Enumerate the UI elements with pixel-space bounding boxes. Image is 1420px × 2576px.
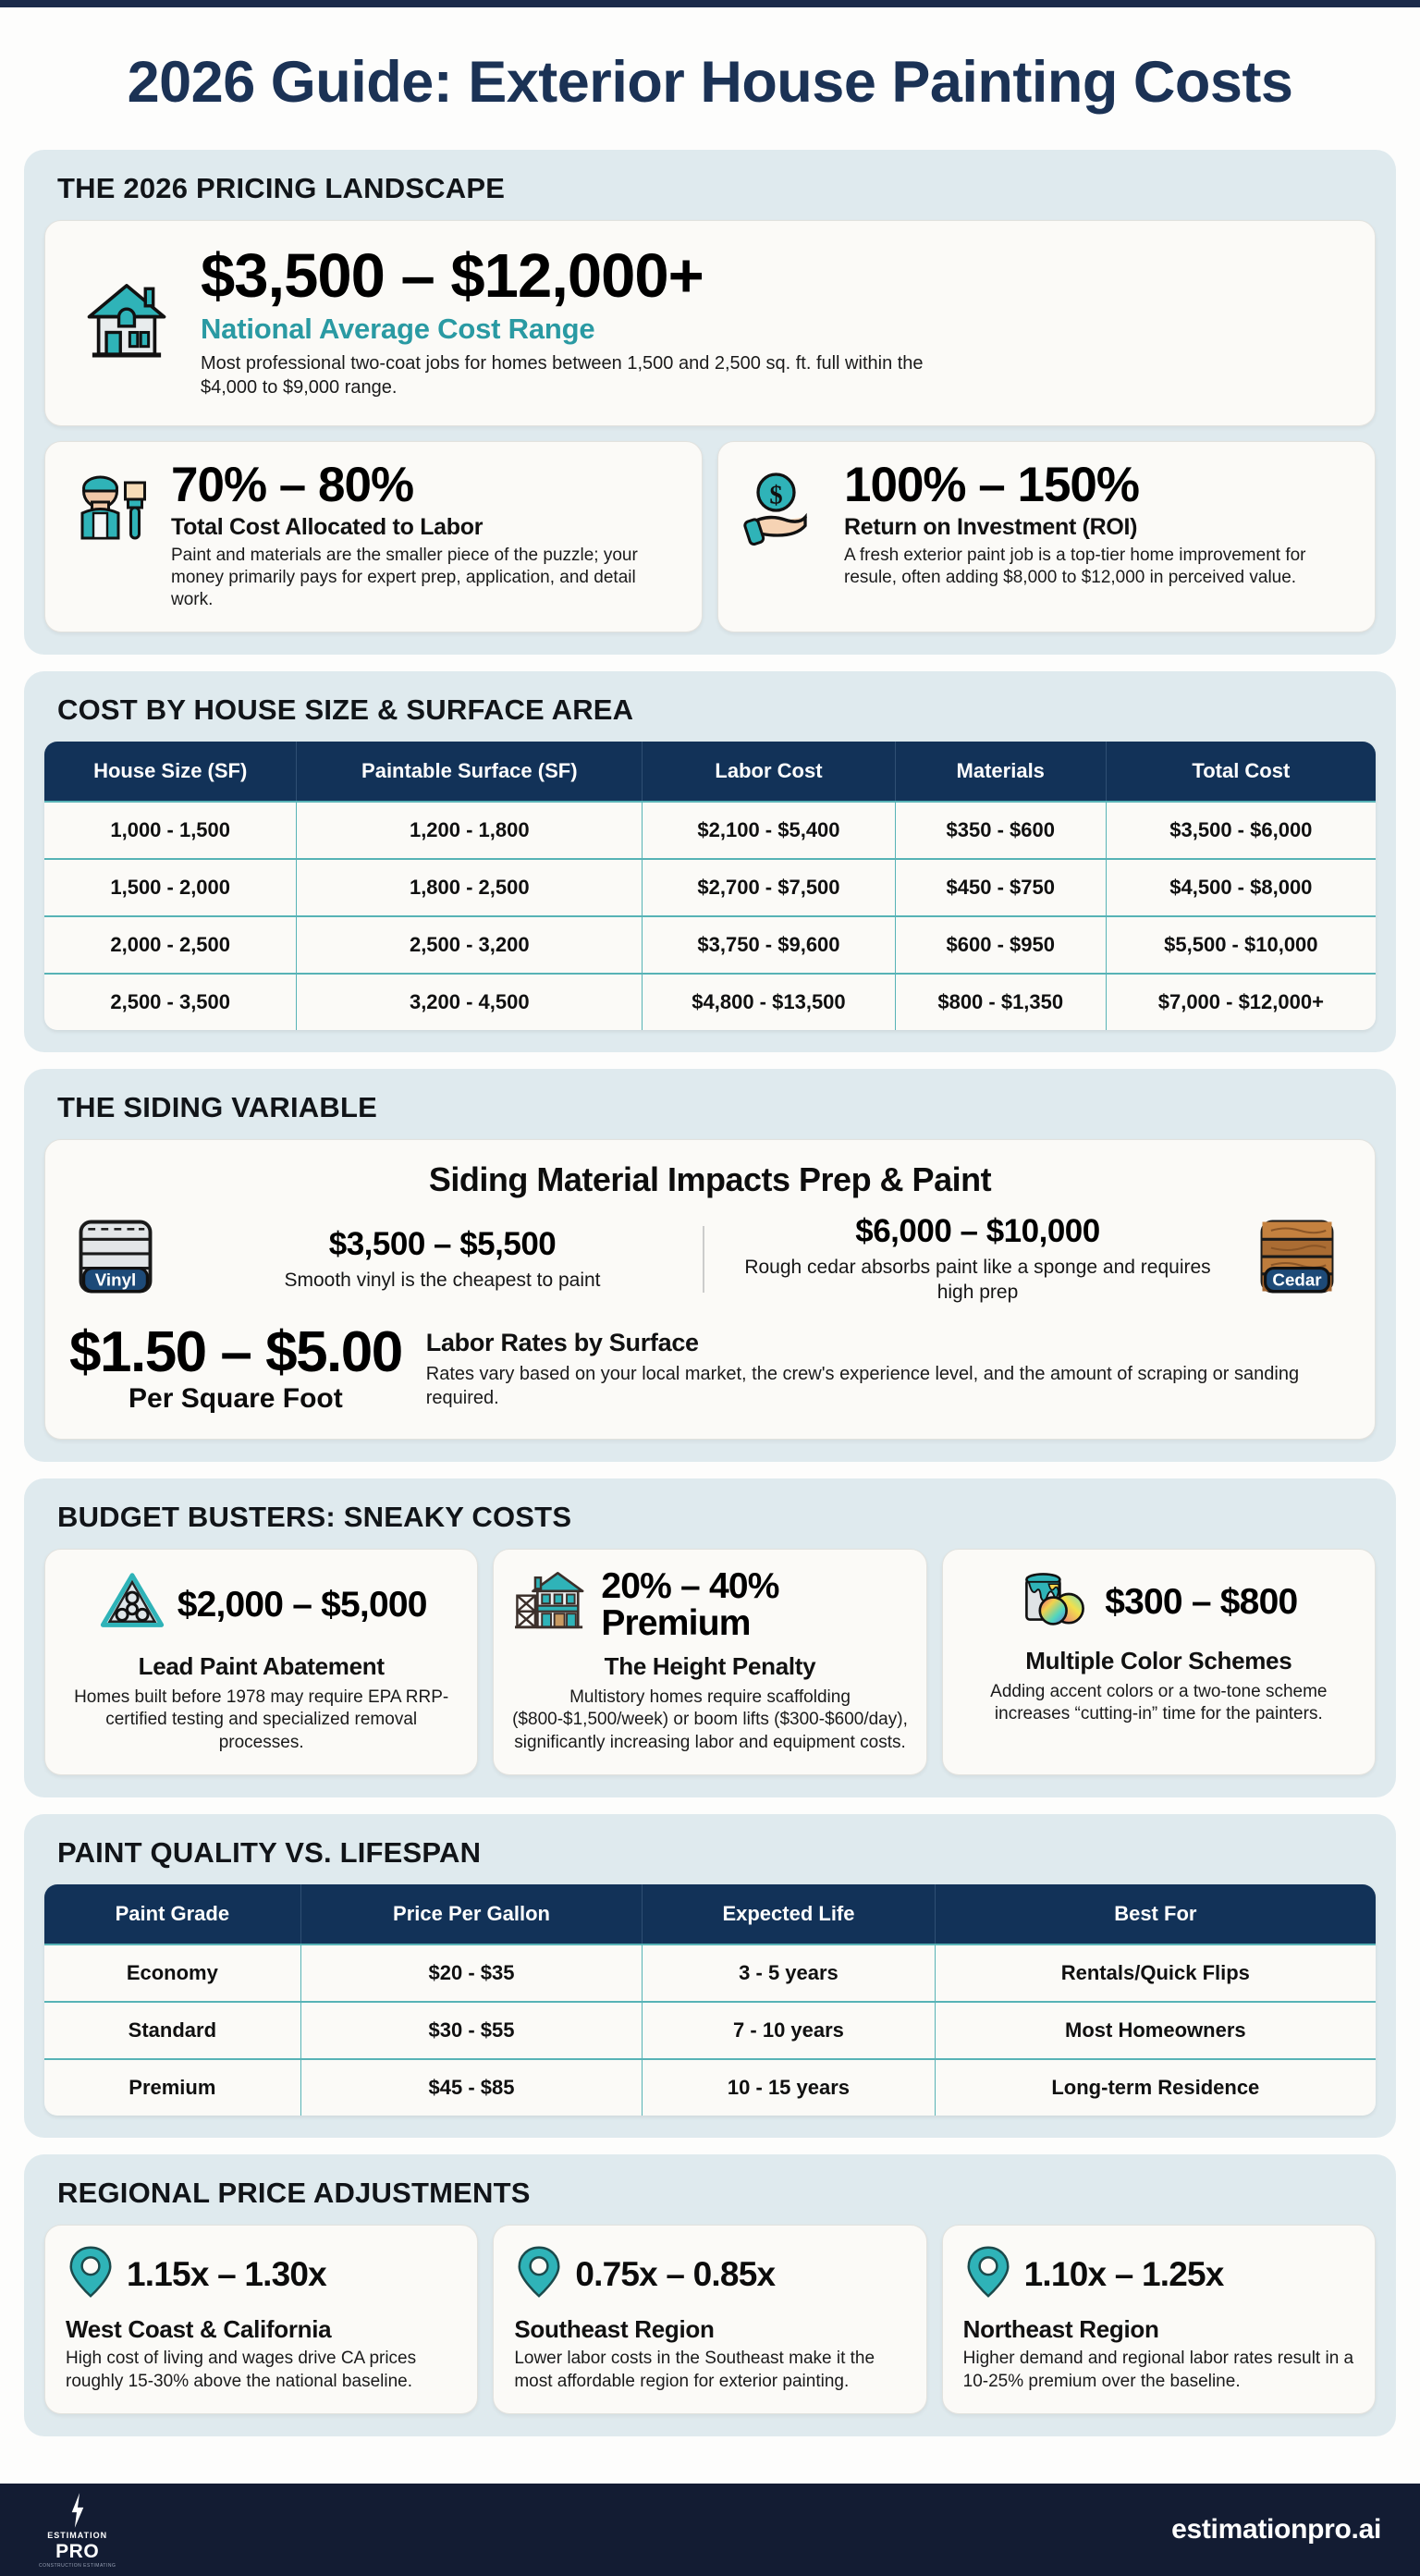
footer-bar: [0, 2484, 1420, 2576]
regional-card-west-coast: [44, 2225, 478, 2414]
table-cell: 1,200 - 1,800: [297, 801, 643, 858]
section-title-budget-busters: BUDGET BUSTERS: SNEAKY COSTS: [57, 1501, 572, 1534]
siding-vinyl-column: [182, 1226, 704, 1293]
table-row: [44, 2058, 1376, 2116]
table-row: [44, 973, 1376, 1030]
table-row: [44, 1944, 1376, 2001]
table-cell: $3,750 - $9,600: [643, 915, 896, 973]
regional-multiplier: 1.15x – 1.30x: [127, 2254, 326, 2293]
regional-card-southeast: [493, 2225, 926, 2414]
rate-title: Labor Rates by Surface: [425, 1329, 699, 1357]
siding-vinyl-price: $3,500 – $5,500: [328, 1225, 557, 1262]
budget-title: Multiple Color Schemes: [1025, 1647, 1292, 1675]
section-title-cost-by-size: COST BY HOUSE SIZE & SURFACE AREA: [57, 693, 634, 727]
stat-card-row: [44, 441, 1376, 632]
regional-title: West Coast & California: [66, 2315, 332, 2344]
top-rule: [0, 0, 1420, 7]
siding-headline: Siding Material Impacts Prep & Paint: [428, 1160, 992, 1199]
svg-text:$: $: [769, 481, 783, 510]
map-pin-icon: [514, 2244, 564, 2304]
regional-description: Higher demand and regional labor rates result in a 10-25% premium over the baseline.: [962, 2349, 1354, 2391]
column-header: Price Per Gallon: [301, 1884, 643, 1944]
siding-card: [44, 1139, 1376, 1440]
budget-card-height-penalty: [493, 1549, 926, 1775]
section-title-pricing: THE 2026 PRICING LANDSCAPE: [57, 172, 506, 205]
table-cell: $45 - $85: [301, 2058, 643, 2116]
map-pin-icon: [66, 2244, 116, 2304]
cost-by-size-table: [44, 742, 1376, 1030]
hero-label: National Average Cost Range: [201, 313, 595, 346]
table-cell: 3,200 - 4,500: [297, 973, 643, 1030]
table-cell: $800 - $1,350: [896, 973, 1107, 1030]
section-title-siding: THE SIDING VARIABLE: [57, 1091, 377, 1124]
vinyl-badge-text: Vinyl: [94, 1270, 137, 1290]
section-pricing-landscape: [24, 150, 1396, 655]
cedar-badge-text: Cedar: [1272, 1270, 1322, 1290]
table-cell: 10 - 15 years: [643, 2058, 935, 2116]
budget-description: Adding accent colors or a two-tone scheme increases “cutting-in” time for the painters.: [990, 1682, 1328, 1724]
brand-top-text: ESTIMATION: [47, 2531, 108, 2540]
stat-amount: 100% – 150%: [844, 458, 1140, 513]
budget-card-row: [44, 1549, 1376, 1775]
column-header: Paintable Surface (SF): [297, 742, 643, 801]
biohazard-warning-icon: [96, 1566, 168, 1643]
regional-multiplier: 0.75x – 0.85x: [575, 2254, 776, 2293]
regional-multiplier: 1.10x – 1.25x: [1023, 2254, 1224, 2293]
table-cell: $7,000 - $12,000+: [1107, 973, 1376, 1030]
stat-card-roi: [717, 441, 1376, 632]
table-header-row: [44, 742, 1376, 801]
budget-amount: 20% – 40% Premium: [601, 1565, 779, 1643]
table-cell: $4,800 - $13,500: [643, 973, 896, 1030]
table-row: [44, 2001, 1376, 2058]
table-cell: Standard: [44, 2001, 301, 2058]
table-row: [44, 858, 1376, 915]
budget-title: The Height Penalty: [604, 1652, 816, 1681]
column-header: Materials: [896, 742, 1107, 801]
lightning-bolt-icon: [65, 2491, 91, 2530]
table-cell: $30 - $55: [301, 2001, 643, 2058]
table-cell: $2,100 - $5,400: [643, 801, 896, 858]
stat-label: Return on Investment (ROI): [844, 514, 1138, 541]
table-cell: $4,500 - $8,000: [1107, 858, 1376, 915]
painter-icon: [66, 460, 154, 554]
column-header: Best For: [936, 1884, 1376, 1944]
table-row: [44, 915, 1376, 973]
table-cell: Most Homeowners: [936, 2001, 1376, 2058]
paint-can-color-wheel-icon: [1020, 1566, 1096, 1638]
multistory-house-scaffold-icon: [510, 1566, 592, 1643]
map-pin-icon: [963, 2244, 1013, 2304]
budget-description: Homes built before 1978 may require EPA RRP-certified testing and specialized removal processes.: [74, 1687, 449, 1752]
stat-description: A fresh exterior paint job is a top-tier home improvement for resule, often adding $8,000 to $12,000 in perceived value.: [844, 546, 1306, 588]
rate-description: Rates vary based on your local market, the crew's experience level, and the amount of scraping or sanding required.: [425, 1364, 1300, 1409]
table-cell: $3,500 - $6,000: [1107, 801, 1376, 858]
section-regional: [24, 2154, 1396, 2436]
table-cell: $450 - $750: [896, 858, 1107, 915]
budget-amount: $300 – $800: [1105, 1581, 1298, 1622]
column-header: Expected Life: [643, 1884, 935, 1944]
regional-description: Lower labor costs in the Southeast make it the most affordable region for exterior painting.: [514, 2349, 875, 2391]
column-header: Labor Cost: [643, 742, 896, 801]
regional-card-northeast: [942, 2225, 1376, 2414]
hero-cost-card: [44, 220, 1376, 426]
section-siding: [24, 1069, 1396, 1462]
page-title: 2026 Guide: Exterior House Painting Costs: [127, 50, 1293, 115]
budget-description: Multistory homes require scaffolding ($800-$1,500/week) or boom lifts ($300-$600/day), significantly increasing labor and equipment costs.: [512, 1687, 908, 1752]
table-cell: 1,800 - 2,500: [297, 858, 643, 915]
footer-url: estimationpro.ai: [1171, 2514, 1381, 2545]
table-cell: $2,700 - $7,500: [643, 858, 896, 915]
table-cell: Rentals/Quick Flips: [936, 1944, 1376, 2001]
table-row: [44, 801, 1376, 858]
hand-coin-icon: [739, 460, 827, 554]
table-cell: 2,500 - 3,500: [44, 973, 297, 1030]
budget-card-color-schemes: [942, 1549, 1376, 1775]
section-budget-busters: [24, 1478, 1396, 1797]
vinyl-siding-icon: [69, 1210, 169, 1307]
table-header-row: [44, 1884, 1376, 1944]
hero-amount: $3,500 – $12,000+: [201, 241, 704, 312]
table-cell: 1,000 - 1,500: [44, 801, 297, 858]
stat-description: Paint and materials are the smaller piece of the puzzle; your money primarily pays for expert prep, application, and detail work.: [171, 546, 638, 610]
table-cell: $350 - $600: [896, 801, 1107, 858]
stat-amount: 70% – 80%: [171, 458, 414, 513]
section-cost-by-size: [24, 671, 1396, 1052]
regional-description: High cost of living and wages drive CA prices roughly 15-30% above the national baseline.: [66, 2349, 417, 2391]
stat-label: Total Cost Allocated to Labor: [171, 514, 484, 541]
rate-amount: $1.50 – $5.00: [69, 1320, 402, 1385]
siding-cedar-column: [717, 1213, 1238, 1305]
siding-vinyl-note: Smooth vinyl is the cheapest to paint: [284, 1269, 601, 1291]
column-header: Total Cost: [1107, 742, 1376, 801]
table-cell: Long-term Residence: [936, 2058, 1376, 2116]
table-cell: 7 - 10 years: [643, 2001, 935, 2058]
siding-cedar-price: $6,000 – $10,000: [855, 1213, 1100, 1250]
section-paint-quality: [24, 1814, 1396, 2138]
estimationpro-logo: [39, 2491, 116, 2569]
budget-card-lead-paint: [44, 1549, 478, 1775]
regional-title: Northeast Region: [962, 2315, 1159, 2344]
siding-cedar-note: Rough cedar absorbs paint like a sponge and requires high prep: [744, 1257, 1211, 1303]
cedar-siding-icon: [1251, 1210, 1351, 1307]
section-title-paint-quality: PAINT QUALITY VS. LIFESPAN: [57, 1836, 482, 1870]
table-cell: Premium: [44, 2058, 301, 2116]
column-header: Paint Grade: [44, 1884, 301, 1944]
table-cell: 1,500 - 2,000: [44, 858, 297, 915]
stat-card-labor: [44, 441, 703, 632]
table-cell: $600 - $950: [896, 915, 1107, 973]
brand-tagline: CONSTRUCTION ESTIMATING: [39, 2563, 116, 2569]
table-cell: $20 - $35: [301, 1944, 643, 2001]
table-cell: 2,000 - 2,500: [44, 915, 297, 973]
table-cell: $5,500 - $10,000: [1107, 915, 1376, 973]
house-icon: [77, 270, 177, 374]
table-cell: 2,500 - 3,200: [297, 915, 643, 973]
brand-main-text: PRO: [55, 2541, 100, 2562]
regional-title: Southeast Region: [514, 2315, 715, 2344]
budget-title: Lead Paint Abatement: [138, 1652, 385, 1681]
rate-unit: Per Square Foot: [129, 1383, 343, 1415]
section-title-regional: REGIONAL PRICE ADJUSTMENTS: [57, 2177, 531, 2210]
table-cell: Economy: [44, 1944, 301, 2001]
regional-card-row: [44, 2225, 1376, 2414]
hero-description: Most professional two-coat jobs for homes between 1,500 and 2,500 sq. ft. full within the $4,000 to $9,000 range.: [201, 353, 924, 398]
table-cell: 3 - 5 years: [643, 1944, 935, 2001]
budget-amount: $2,000 – $5,000: [177, 1584, 427, 1625]
column-header: House Size (SF): [44, 742, 297, 801]
paint-quality-table: [44, 1884, 1376, 2116]
